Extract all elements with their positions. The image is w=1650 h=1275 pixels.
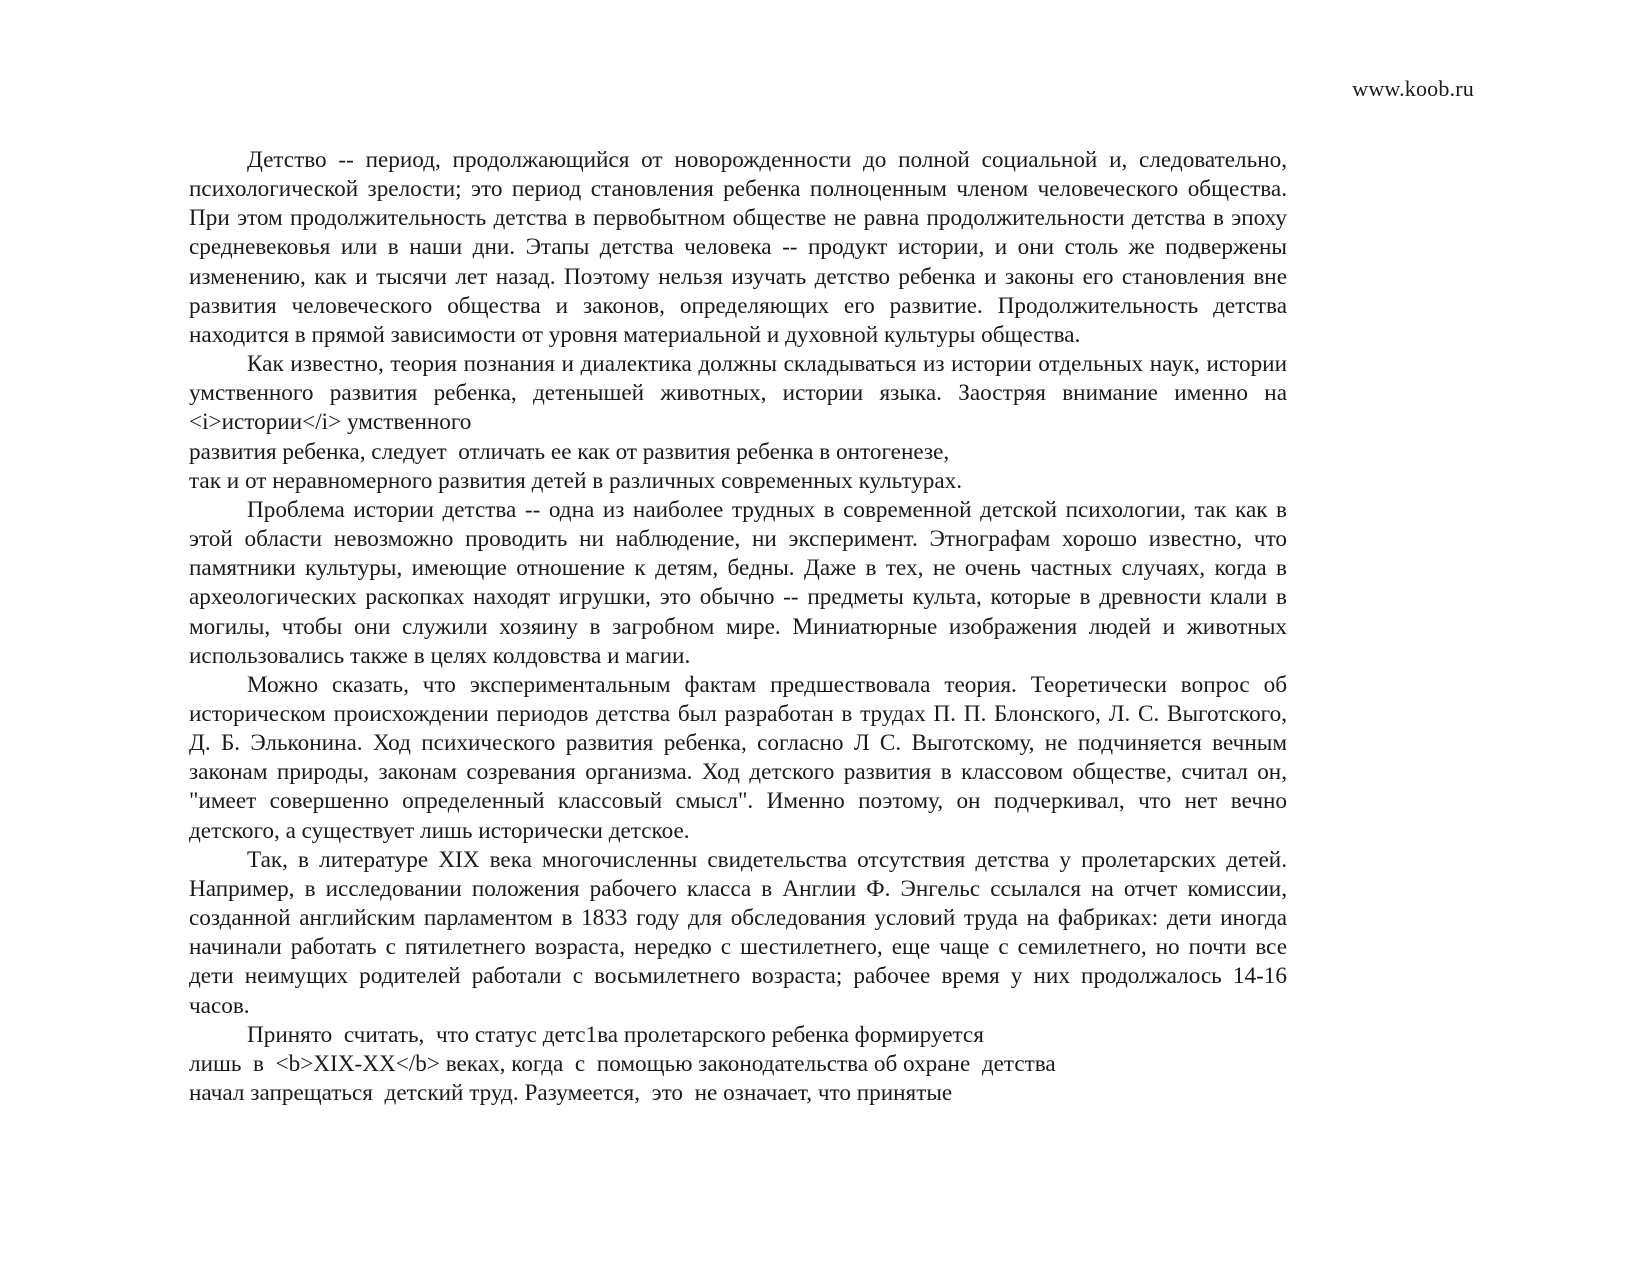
paragraph-line: развития ребенка, следует отличать ее как от развития ребенка в онтогенезе, xyxy=(189,438,950,465)
paragraph: Детство -- период, продолжающийся от новорожденности до полной социальной и, следовательно, психологической зрелости; это период становления ребенка полноценным членом человеческого общества. При этом продолжительность детства в первобытном обществе не равна продолжительности детства в эпоху средневековья или в наши дни. Этапы детства человека -- продукт истории, и они столь же подвержены изменению, как и тысячи лет назад. Поэтому нельзя изучать детство ребенка и законы его становления вне развития человеческого общества и законов, определяющих его развитие. Продолжительность детства находится в прямой зависимости от уровня материальной и духовной культуры общества. xyxy=(189,147,1287,348)
paragraph-line: начал запрещаться детский труд. Разумеется, это не означает, что принятые xyxy=(189,1080,953,1106)
paragraph-line: так и от неравномерного развития детей в различных современных культурах. xyxy=(189,467,963,494)
paragraph: Так, в литературе XIX века многочисленны свидетельства отсутствия детства у пролетарских детей. Например, в исследовании положения рабочего класса в Англии Ф. Энгельс ссылался на отчет комиссии, созданной английским парламентом в 1833 году для обследования условий труда на фабриках: дети иногда начинали работать с пятилетнего возраста, нередко с шестилетнего, еще чаще с семилетнего, но почти все дети неимущих родителей работали с восьмилетнего возраста; рабочее время у них продолжалось 14-16 часов. xyxy=(189,846,1287,1019)
paragraph-line: лишь в <b>XIX-XX</b> веках, когда с помощью законодательства об охране детства xyxy=(189,1050,1056,1077)
site-url: www.koob.ru xyxy=(1352,76,1474,101)
paragraph: Можно сказать, что экспериментальным фактам предшествовала теория. Теоретически вопрос об историческом происхождении периодов детства был разработан в трудах П. П. Блонского, Л. С. Выготского, Д. Б. Эльконина. Ход психического развития ребенка, согласно Л С. Выготскому, не подчиняется вечным законам природы, законам созревания организма. Ход детского развития в классовом обществе, считал он, "имеет совершенно определенный классовый смысл". Именно поэтому, он подчеркивал, что нет вечно детского, а существует лишь исторически детское. xyxy=(189,671,1287,844)
document-body xyxy=(189,146,1287,1108)
paragraph-line: Принято считать, что статус детс1ва пролетарского ребенка формируется xyxy=(247,1021,984,1048)
paragraph: Как известно, теория познания и диалектика должны складываться из истории отдельных наук, истории умственного развития ребенка, детенышей животных, истории языка. Заостряя внимание именно на <i>истории</i> умственного xyxy=(189,351,1287,436)
paragraph: Проблема истории детства -- одна из наиболее трудных в современной детской психологии, так как в этой области невозможно проводить ни наблюдение, ни эксперимент. Этнографам хорошо известно, что памятники культуры, имеющие отношение к детям, бедны. Даже в тех, не очень частных случаях, когда в археологических раскопках находят игрушки, это обычно -- предметы культа, которые в древности клали в могилы, чтобы они служили хозяину в загробном мире. Миниатюрные изображения людей и животных использовались также в целях колдовства и магии. xyxy=(189,496,1287,669)
